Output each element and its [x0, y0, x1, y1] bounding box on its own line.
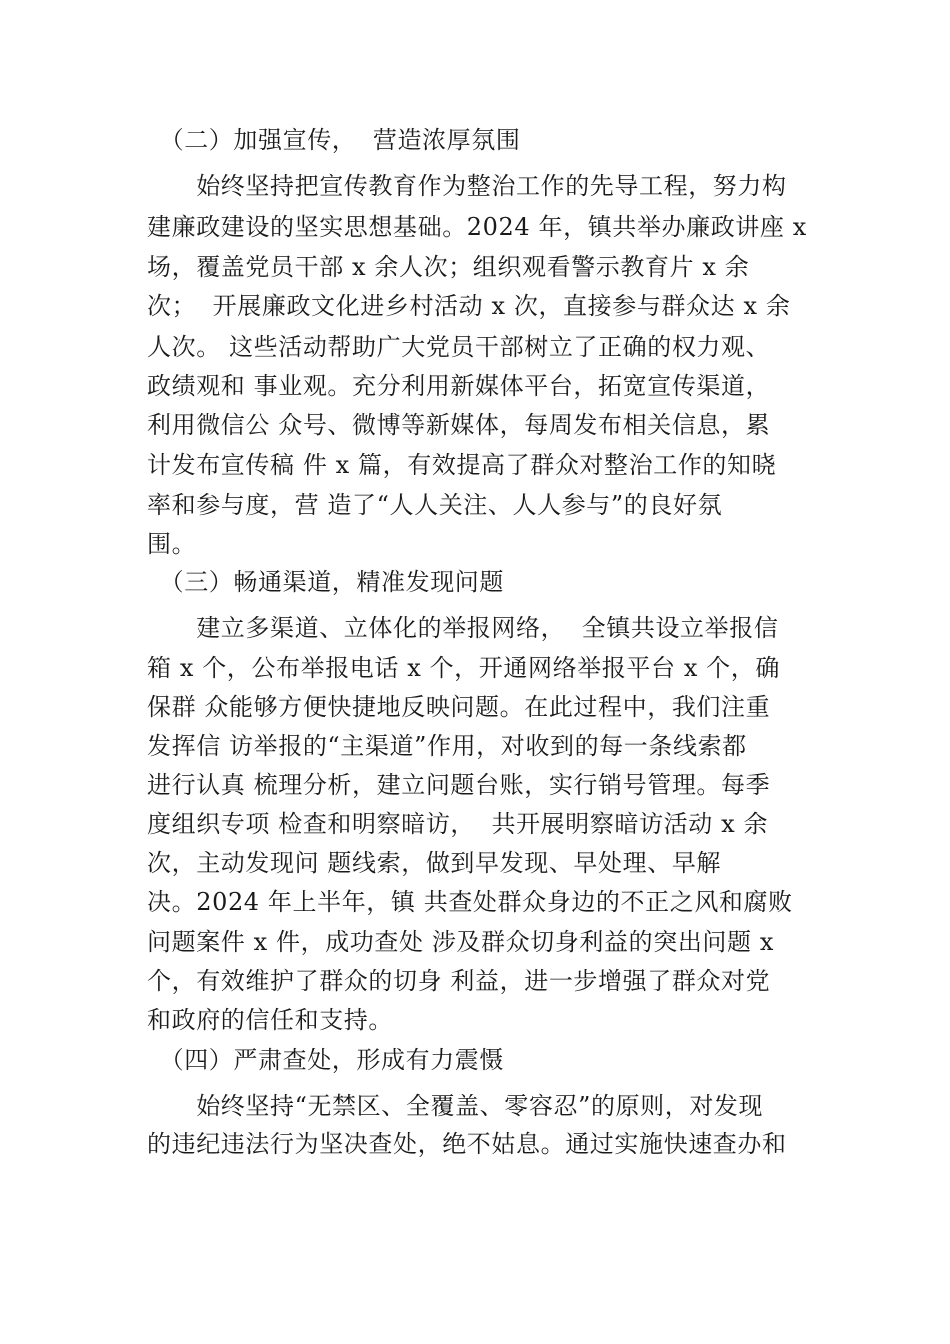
paragraph-line: 计发布宣传稿 件 x 篇，有效提高了群众对整治工作的知晓: [147, 451, 777, 479]
paragraph-line: 保群 众能够方便快捷地反映问题。在此过程中，我们注重: [147, 693, 771, 721]
paragraph-line: 决。2024 年上半年，镇 共查处群众身边的不正之风和腐败: [147, 888, 793, 916]
paragraph-line: 政绩观和 事业观。充分利用新媒体平台，拓宽宣传渠道，: [147, 372, 771, 400]
paragraph-line: 建立多渠道、立体化的举报网络， 全镇共设立举报信: [147, 614, 779, 642]
paragraph-line: 个，有效维护了群众的切身 利益，进一步增强了群众对党: [147, 967, 771, 995]
paragraph-line: 次； 开展廉政文化进乡村活动 x 次，直接参与群众达 x 余: [147, 292, 791, 320]
section-heading-3: （三）畅通渠道，精准发现问题: [147, 568, 504, 596]
paragraph-line: 率和参与度，营 造了“人人关注、人人参与”的良好氛: [147, 491, 723, 519]
paragraph-line: 始终坚持“无禁区、全覆盖、零容忍”的原则，对发现: [147, 1092, 764, 1120]
paragraph-line: 始终坚持把宣传教育作为整治工作的先导工程，努力构: [147, 172, 787, 200]
paragraph-line: 箱 x 个，公布举报电话 x 个，开通网络举报平台 x 个，确: [147, 654, 780, 682]
paragraph-line: 度组织专项 检查和明察暗访， 共开展明察暗访活动 x 余: [147, 810, 769, 838]
paragraph-line: 的违纪违法行为坚决查处，绝不姑息。通过实施快速查办和: [147, 1130, 787, 1158]
section-heading-2: （二）加强宣传， 营造浓厚氛围: [147, 126, 521, 154]
paragraph-line: 建廉政建设的坚实思想基础。2024 年，镇共举办廉政讲座 x: [147, 213, 807, 241]
section-heading-4: （四）严肃查处，形成有力震慑: [147, 1046, 504, 1074]
paragraph-line: 进行认真 梳理分析，建立问题台账，实行销号管理。每季: [147, 771, 771, 799]
paragraph-line: 场，覆盖党员干部 x 余人次；组织观看警示教育片 x 余: [147, 253, 750, 281]
paragraph-line: 围。: [147, 530, 197, 558]
paragraph-line: 利用微信公 众号、微博等新媒体，每周发布相关信息，累: [147, 411, 771, 439]
paragraph-line: 次，主动发现问 题线索，做到早发现、早处理、早解: [147, 849, 722, 877]
paragraph-line: 人次。 这些活动帮助广大党员干部树立了正确的权力观、: [147, 333, 771, 361]
paragraph-line: 和政府的信任和支持。: [147, 1006, 393, 1034]
paragraph-line: 问题案件 x 件，成功查处 涉及群众切身利益的突出问题 x: [147, 928, 774, 956]
paragraph-line: 发挥信 访举报的“主渠道”作用，对收到的每一条线索都: [147, 732, 747, 760]
